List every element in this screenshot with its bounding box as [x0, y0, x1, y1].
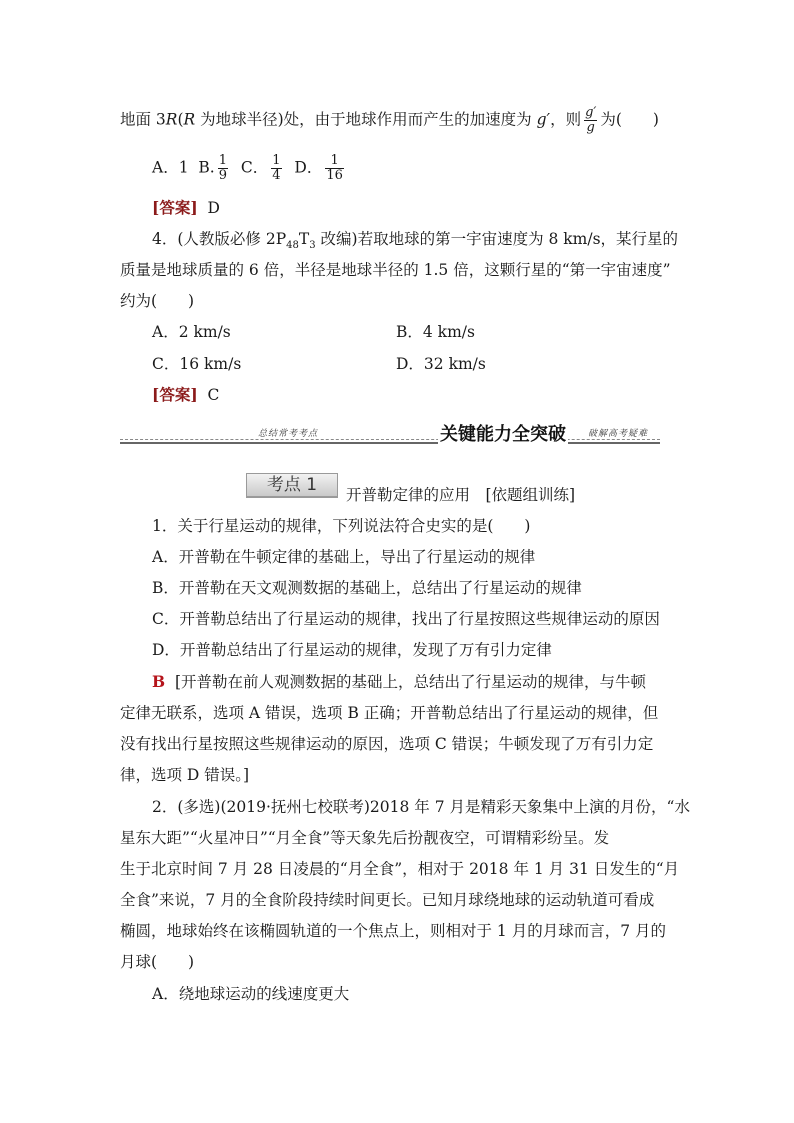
option-c-label: C．: [240, 158, 269, 177]
text-run: R: [165, 110, 178, 129]
banner-divider: [120, 439, 660, 440]
subscript: 48: [286, 240, 299, 252]
q2-line1: 2．(多选)(2019·抚州七校联考)2018 年 7 月是精彩天象集中上演的月份，“水: [152, 798, 690, 816]
answer-label: [答案]: [152, 385, 198, 404]
fraction-numerator: g′: [585, 105, 597, 120]
banner-divider: [120, 442, 660, 444]
text-run: 为地球半径)处，由于地球作用而产生的加速度为: [195, 110, 537, 129]
answer-value: D: [207, 199, 220, 217]
q4-option-a: A．2 km/s: [152, 323, 231, 341]
q4-option-c: C．16 km/s: [152, 355, 242, 373]
answer-value: C: [207, 386, 220, 404]
section-banner: [120, 420, 660, 444]
q1-option-c: C．开普勒总结出了行星运动的规律，找出了行星按照这些规律运动的原因: [152, 610, 660, 628]
banner-left-caption: 总结常考考点: [256, 426, 320, 439]
text-run: T: [298, 230, 310, 248]
subscript: 3: [309, 240, 316, 252]
text-run: 为( ): [600, 110, 659, 129]
q4-option-b: B．4 km/s: [396, 323, 475, 341]
text-run: ，则: [550, 110, 582, 129]
q1-explanation-line4: 律，选项 D 错误。]: [120, 766, 250, 784]
kaodian-tag: 考点 1: [246, 473, 338, 497]
answer-letter: B: [152, 672, 166, 691]
q4-line3: 约为( ): [120, 292, 195, 310]
q1-option-a: A．开普勒在牛顿定律的基础上，导出了行星运动的规律: [152, 548, 536, 566]
q4-answer: [152, 385, 219, 405]
q3-options: [152, 154, 347, 183]
fraction-denominator: 16: [326, 168, 343, 183]
q2-line6: 月球( ): [120, 953, 195, 971]
option-a: A．1: [152, 158, 189, 177]
fraction-g-ratio: [584, 106, 597, 135]
answer-label: [答案]: [152, 198, 198, 217]
q4-line2: 质量是地球质量的 6 倍，半径是地球半径的 1.5 倍，这颗行星的“第一宇宙速度”: [120, 261, 671, 279]
q1-explanation-line1: [152, 672, 646, 692]
q4-line1: [152, 229, 678, 256]
q1-stem: 1．关于行星运动的规律，下列说法符合史实的是( ): [152, 517, 531, 535]
q2-line4: 全食”来说，7 月的全食阶段持续时间更长。已知月球绕地球的运动轨道可看成: [120, 891, 655, 909]
option-c-fraction: [271, 154, 281, 183]
text-run: (: [177, 110, 184, 129]
fraction-numerator: 1: [218, 153, 228, 168]
text-run: g′: [536, 110, 551, 129]
fraction-denominator: g: [586, 120, 595, 135]
option-d-label: D．: [294, 158, 323, 177]
q2-option-a: A．绕地球运动的线速度更大: [152, 985, 350, 1003]
tag-underline: [246, 497, 338, 498]
q1-option-d: D．开普勒总结出了行星运动的规律，发现了万有引力定律: [152, 641, 552, 659]
text-run: R: [183, 110, 196, 129]
option-b-label: B.: [198, 158, 215, 177]
fraction-denominator: 4: [272, 168, 281, 183]
section-title: 开普勒定律的应用 [依题组训练]: [346, 486, 576, 504]
banner-right-caption: 破解高考疑难: [586, 426, 650, 439]
q1-explanation-line3: 没有找出行星按照这些规律运动的原因，选项 C 错误；牛顿发现了万有引力定: [120, 735, 654, 753]
q3-stem-line: [120, 106, 659, 135]
fraction-numerator: 1: [325, 154, 344, 169]
banner-title: 关键能力全突破: [438, 420, 568, 446]
text-run: [开普勒在前人观测数据的基础上，总结出了行星运动的规律，与牛顿: [174, 673, 647, 691]
text-run: 4．(人教版必修 2P: [152, 230, 287, 248]
q2-line5: 椭圆，地球始终在该椭圆轨道的一个焦点上，则相对于 1 月的月球而言，7 月的: [120, 922, 667, 940]
fraction-numerator: 1: [272, 153, 281, 168]
fraction-denominator: 9: [218, 168, 228, 183]
text-run: 改编)若取地球的第一宇宙速度为 8 km/s，某行星的: [315, 230, 679, 248]
q2-line2: 星东大距”“火星冲日”“月全食”等天象先后扮靓夜空，可谓精彩纷呈。发: [120, 829, 610, 847]
q2-line3: 生于北京时间 7 月 28 日凌晨的“月全食”，相对于 2018 年 1 月 31 日发生的“月: [120, 860, 680, 878]
q1-explanation-line2: 定律无联系，选项 A 错误，选项 B 正确；开普勒总结出了行星运动的规律，但: [120, 704, 659, 722]
option-d-fraction: [325, 154, 344, 183]
text-run: 地面 3: [120, 110, 166, 129]
q4-option-d: D．32 km/s: [396, 355, 486, 373]
q3-answer: [152, 198, 220, 218]
q1-option-b: B．开普勒在天文观测数据的基础上，总结出了行星运动的规律: [152, 579, 582, 597]
option-b-fraction: [218, 154, 228, 183]
